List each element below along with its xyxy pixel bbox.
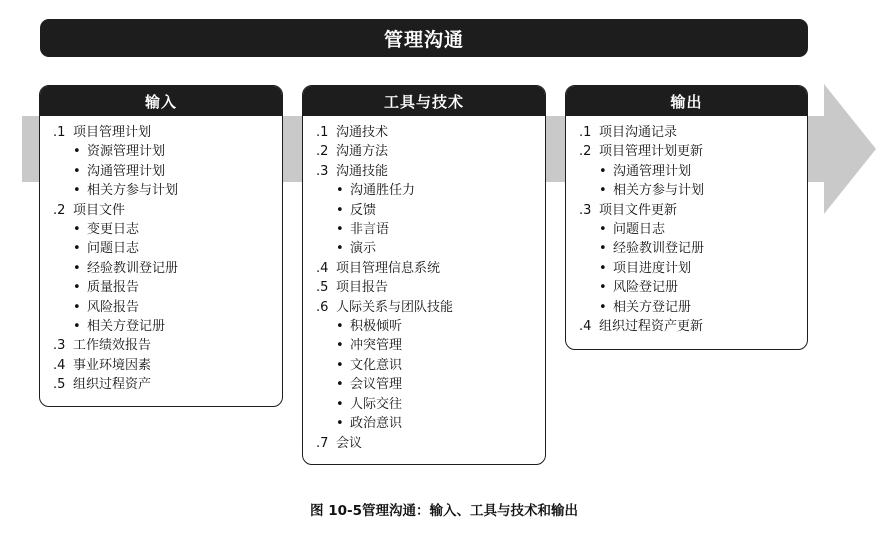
- bullet-icon: •: [73, 144, 81, 160]
- bullet-icon: •: [336, 416, 344, 432]
- sub-item-label: 相关方登记册: [87, 319, 166, 335]
- sub-item-label: 风险报告: [87, 299, 140, 315]
- inputs-header: 输入: [40, 86, 282, 116]
- sub-item: [579, 181, 797, 200]
- sub-item-label: 资源管理计划: [87, 144, 166, 160]
- list-item: [316, 162, 535, 181]
- bullet-icon: •: [336, 377, 344, 393]
- item-label: 项目沟通记录: [599, 125, 678, 140]
- bullet-icon: •: [336, 338, 344, 354]
- tools-techniques-box: [302, 85, 546, 465]
- list-item: [579, 201, 797, 220]
- sub-item-label: 相关方参与计划: [613, 183, 705, 199]
- bullet-icon: •: [336, 357, 344, 373]
- sub-item-label: 会议管理: [350, 377, 403, 393]
- sub-item: [316, 201, 535, 220]
- bullet-icon: •: [599, 260, 607, 276]
- bullet-icon: •: [336, 183, 344, 199]
- list-item: [316, 278, 535, 297]
- sub-item-label: 相关方登记册: [613, 299, 692, 315]
- figure-caption: 图 10-5管理沟通：输入、工具与技术和输出: [310, 503, 578, 519]
- list-item: [579, 142, 797, 161]
- sub-item: [316, 395, 535, 414]
- bullet-icon: •: [336, 319, 344, 335]
- sub-item-label: 变更日志: [87, 222, 140, 238]
- bullet-icon: •: [599, 299, 607, 315]
- sub-item-label: 问题日志: [87, 241, 140, 257]
- sub-item: [316, 375, 535, 394]
- item-label: 组织过程资产更新: [599, 319, 704, 335]
- sub-item-label: 政治意识: [350, 416, 403, 432]
- sub-item: [579, 278, 797, 297]
- bullet-icon: •: [599, 222, 607, 238]
- sub-item: [316, 220, 535, 239]
- tools-techniques-header: 工具与技术: [303, 86, 545, 116]
- list-item: [316, 298, 535, 317]
- sub-item-label: 风险登记册: [613, 280, 679, 296]
- process-title: 管理沟通: [383, 28, 464, 51]
- item-number: .1: [53, 125, 66, 140]
- item-number: .3: [316, 163, 329, 179]
- bullet-icon: •: [336, 241, 344, 257]
- item-label: 沟通技能: [336, 163, 389, 179]
- process-title-bar: [40, 19, 808, 57]
- sub-item: [53, 181, 272, 200]
- bullet-icon: •: [599, 241, 607, 257]
- sub-item-label: 演示: [350, 241, 377, 257]
- item-label: 组织过程资产: [73, 377, 152, 393]
- item-number: .2: [579, 144, 592, 160]
- item-number: .3: [579, 202, 592, 218]
- list-item: [53, 201, 272, 220]
- sub-item-label: 项目进度计划: [613, 260, 692, 276]
- sub-item-label: 经验教训登记册: [87, 260, 179, 276]
- item-number: .6: [316, 299, 329, 315]
- item-number: .1: [316, 125, 329, 140]
- item-label: 项目管理计划更新: [599, 144, 704, 160]
- item-label: 沟通技术: [336, 125, 389, 140]
- bullet-icon: •: [336, 222, 344, 238]
- item-number: .1: [579, 125, 592, 140]
- sub-item: [53, 162, 272, 181]
- sub-item: [316, 356, 535, 375]
- item-number: .3: [53, 338, 66, 354]
- sub-item-label: 沟通胜任力: [350, 183, 416, 199]
- sub-item: [53, 239, 272, 258]
- sub-item: [53, 259, 272, 278]
- bullet-icon: •: [599, 280, 607, 296]
- sub-item: [579, 259, 797, 278]
- sub-item-label: 文化意识: [350, 357, 403, 373]
- item-label: 沟通方法: [336, 144, 389, 160]
- item-number: .2: [53, 202, 66, 218]
- sub-item: [53, 220, 272, 239]
- sub-item-label: 非言语: [350, 222, 390, 238]
- list-item: [53, 356, 272, 375]
- list-item: [579, 317, 797, 336]
- bullet-icon: •: [73, 163, 81, 179]
- sub-item-label: 积极倾听: [350, 319, 403, 335]
- item-label: 项目文件: [73, 202, 126, 218]
- bullet-icon: •: [73, 241, 81, 257]
- sub-item: [53, 298, 272, 317]
- sub-item: [53, 278, 272, 297]
- item-number: .5: [53, 377, 66, 393]
- sub-item-label: 反馈: [350, 202, 377, 218]
- sub-item: [316, 181, 535, 200]
- item-number: .4: [579, 319, 592, 335]
- bullet-icon: •: [336, 202, 344, 218]
- bullet-icon: •: [73, 299, 81, 315]
- list-item: [579, 123, 797, 142]
- sub-item: [316, 414, 535, 433]
- item-label: 会议: [336, 435, 363, 451]
- item-label: 人际关系与团队技能: [336, 299, 454, 315]
- sub-item: [579, 239, 797, 258]
- list-item: [316, 259, 535, 278]
- sub-item-label: 沟通管理计划: [613, 163, 692, 179]
- item-label: 事业环境因素: [73, 357, 152, 373]
- sub-item-label: 沟通管理计划: [87, 163, 166, 179]
- outputs-header: 输出: [566, 86, 807, 116]
- sub-item-label: 质量报告: [87, 280, 140, 296]
- inputs-list: [40, 116, 282, 401]
- item-number: .7: [316, 435, 329, 451]
- sub-item: [53, 317, 272, 336]
- sub-item: [316, 336, 535, 355]
- bullet-icon: •: [336, 396, 344, 412]
- outputs-list: [566, 116, 807, 342]
- sub-item: [316, 317, 535, 336]
- list-item: [316, 123, 535, 142]
- sub-item-label: 人际交往: [350, 396, 403, 412]
- sub-item: [316, 239, 535, 258]
- sub-item-label: 经验教训登记册: [613, 241, 705, 257]
- sub-item: [579, 162, 797, 181]
- item-label: 项目管理计划: [73, 125, 152, 140]
- bullet-icon: •: [599, 183, 607, 199]
- bullet-icon: •: [73, 319, 81, 335]
- item-label: 工作绩效报告: [73, 338, 152, 354]
- tools-techniques-list: [303, 116, 545, 459]
- item-label: 项目报告: [336, 280, 389, 296]
- item-number: .4: [53, 357, 66, 373]
- bullet-icon: •: [599, 163, 607, 179]
- sub-item: [53, 142, 272, 161]
- bullet-icon: •: [73, 183, 81, 199]
- sub-item: [579, 298, 797, 317]
- bullet-icon: •: [73, 260, 81, 276]
- inputs-box: [39, 85, 283, 407]
- list-item: [316, 142, 535, 161]
- item-label: 项目文件更新: [599, 202, 678, 218]
- sub-item-label: 问题日志: [613, 222, 666, 238]
- item-number: .2: [316, 144, 329, 160]
- list-item: [53, 336, 272, 355]
- list-item: [53, 375, 272, 394]
- bullet-icon: •: [73, 222, 81, 238]
- sub-item-label: 冲突管理: [350, 338, 403, 354]
- list-item: [316, 434, 535, 453]
- bullet-icon: •: [73, 280, 81, 296]
- item-number: .4: [316, 260, 329, 276]
- item-number: .5: [316, 280, 329, 296]
- item-label: 项目管理信息系统: [336, 260, 441, 276]
- sub-item: [579, 220, 797, 239]
- list-item: [53, 123, 272, 142]
- sub-item-label: 相关方参与计划: [87, 183, 179, 199]
- outputs-box: [565, 85, 808, 350]
